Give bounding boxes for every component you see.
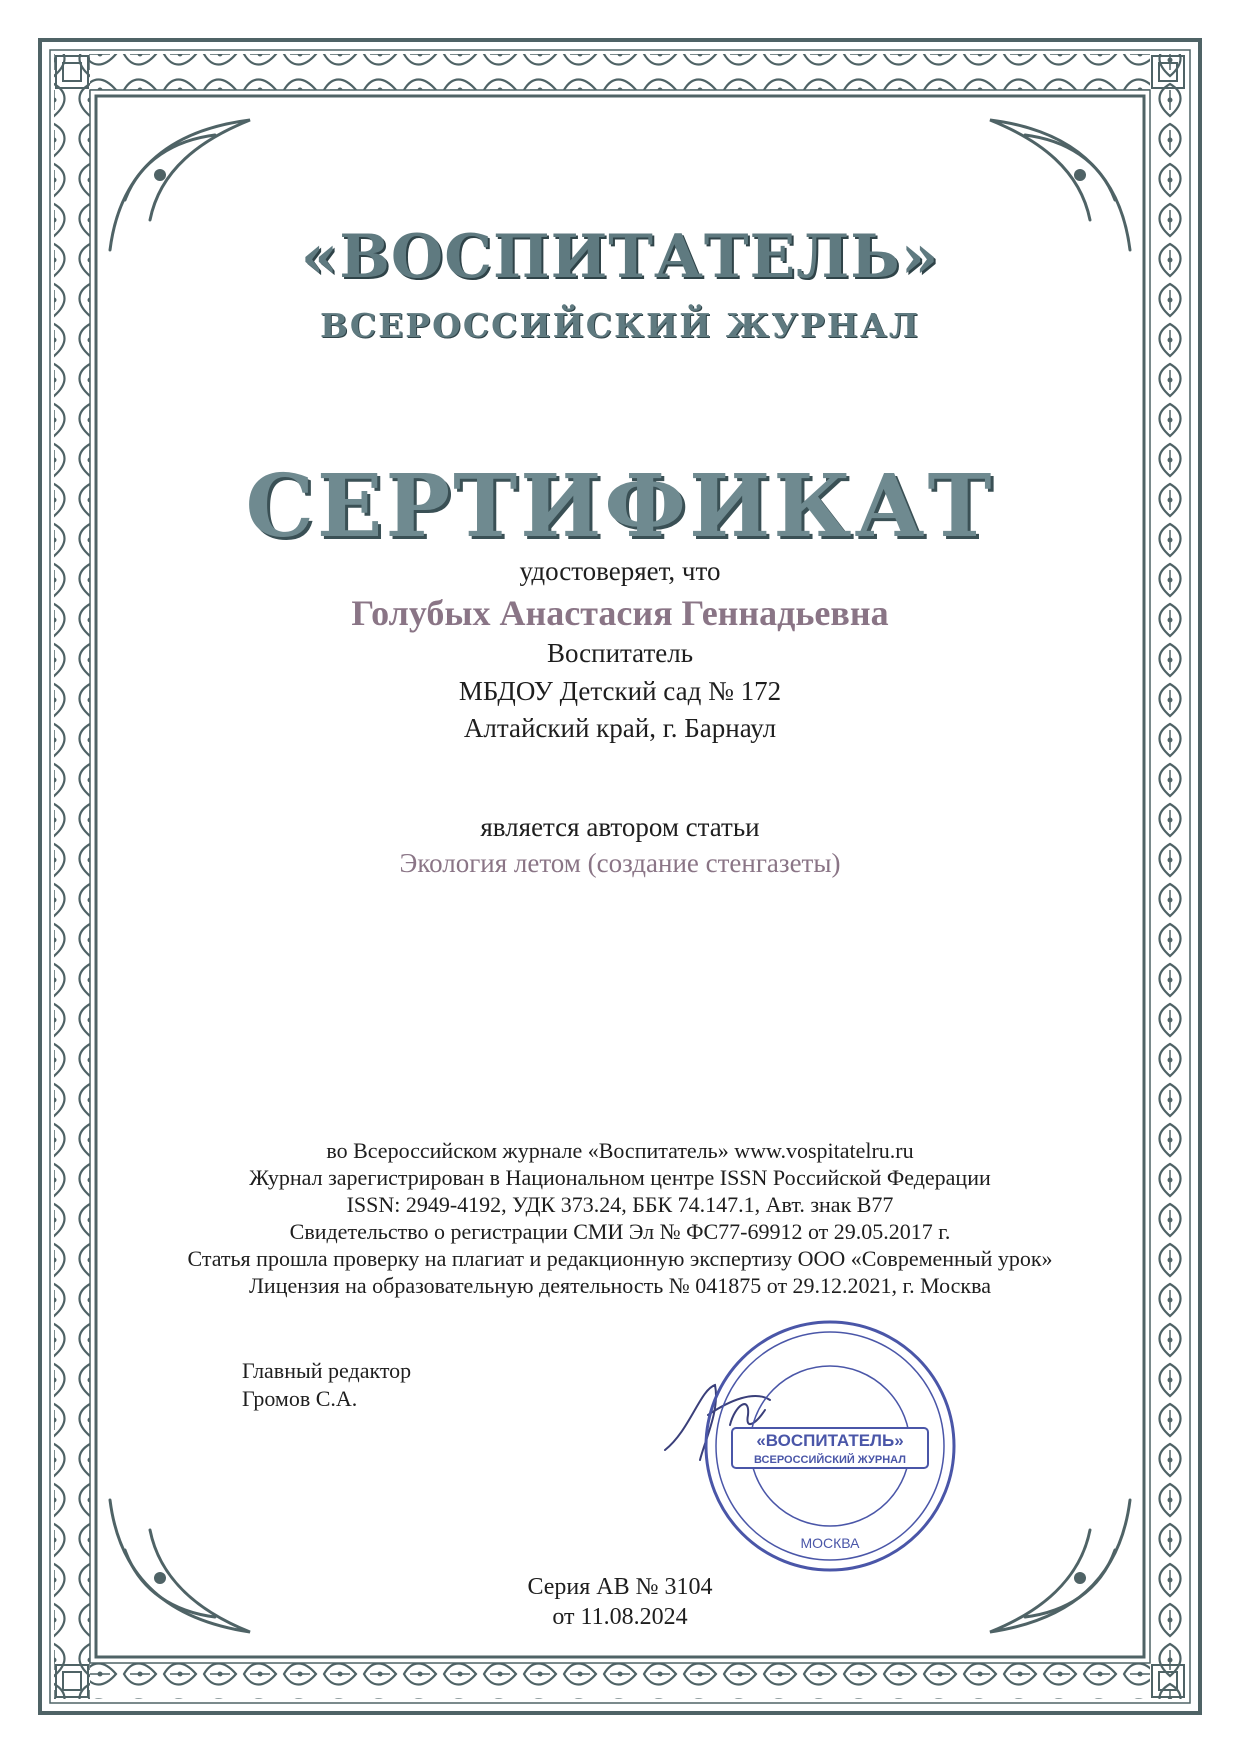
recipient-name: Голубых Анастасия Геннадьевна (351, 593, 889, 633)
editor-name: Громов С.А. (242, 1386, 358, 1411)
stamp-center-line-2: ВСЕРОССИЙСКИЙ ЖУРНАЛ (754, 1454, 906, 1466)
article-title: Экология летом (создание стенгазеты) (399, 848, 841, 878)
details-line-4: Свидетельство о регистрации СМИ Эл № ФС77-69912 от 29.05.2017 г. (289, 1219, 951, 1244)
editor-title: Главный редактор (242, 1358, 412, 1383)
details-line-5: Статья прошла проверку на плагиат и редакционную экспертизу ООО «Современный урок» (187, 1246, 1053, 1271)
certifies-text: удостоверяет, что (519, 556, 721, 586)
journal-name: «ВОСПИТАТЕЛЬ» (300, 222, 940, 292)
recipient-location: Алтайский край, г. Барнаул (463, 713, 777, 743)
details-line-1: во Всероссийском журнале «Воспитатель» www.vospitatelru.ru (326, 1138, 914, 1163)
series-date: от 11.08.2024 (552, 1604, 688, 1630)
author-text: является автором статьи (480, 812, 760, 842)
journal-subtitle: ВСЕРОССИЙСКИЙ ЖУРНАЛ (319, 306, 921, 345)
certificate-title: СЕРТИФИКАТ (245, 456, 995, 557)
details-line-2: Журнал зарегистрирован в Национальном центре ISSN Российской Федерации (249, 1165, 991, 1190)
stamp-center-line-1: «ВОСПИТАТЕЛЬ» (756, 1431, 904, 1450)
details-line-6: Лицензия на образовательную деятельность № 041875 от 29.12.2021, г. Москва (249, 1273, 991, 1298)
details-line-3: ISSN: 2949-4192, УДК 373.24, ББК 74.147.1, Авт. знак В77 (346, 1192, 894, 1217)
journal-stamp (700, 1316, 960, 1576)
recipient-organization: МБДОУ Детский сад № 172 (458, 676, 782, 706)
series-number: Серия АВ № 3104 (527, 1574, 713, 1600)
recipient-position: Воспитатель (546, 638, 694, 668)
stamp-bottom-text: МОСКВА (800, 1535, 860, 1551)
